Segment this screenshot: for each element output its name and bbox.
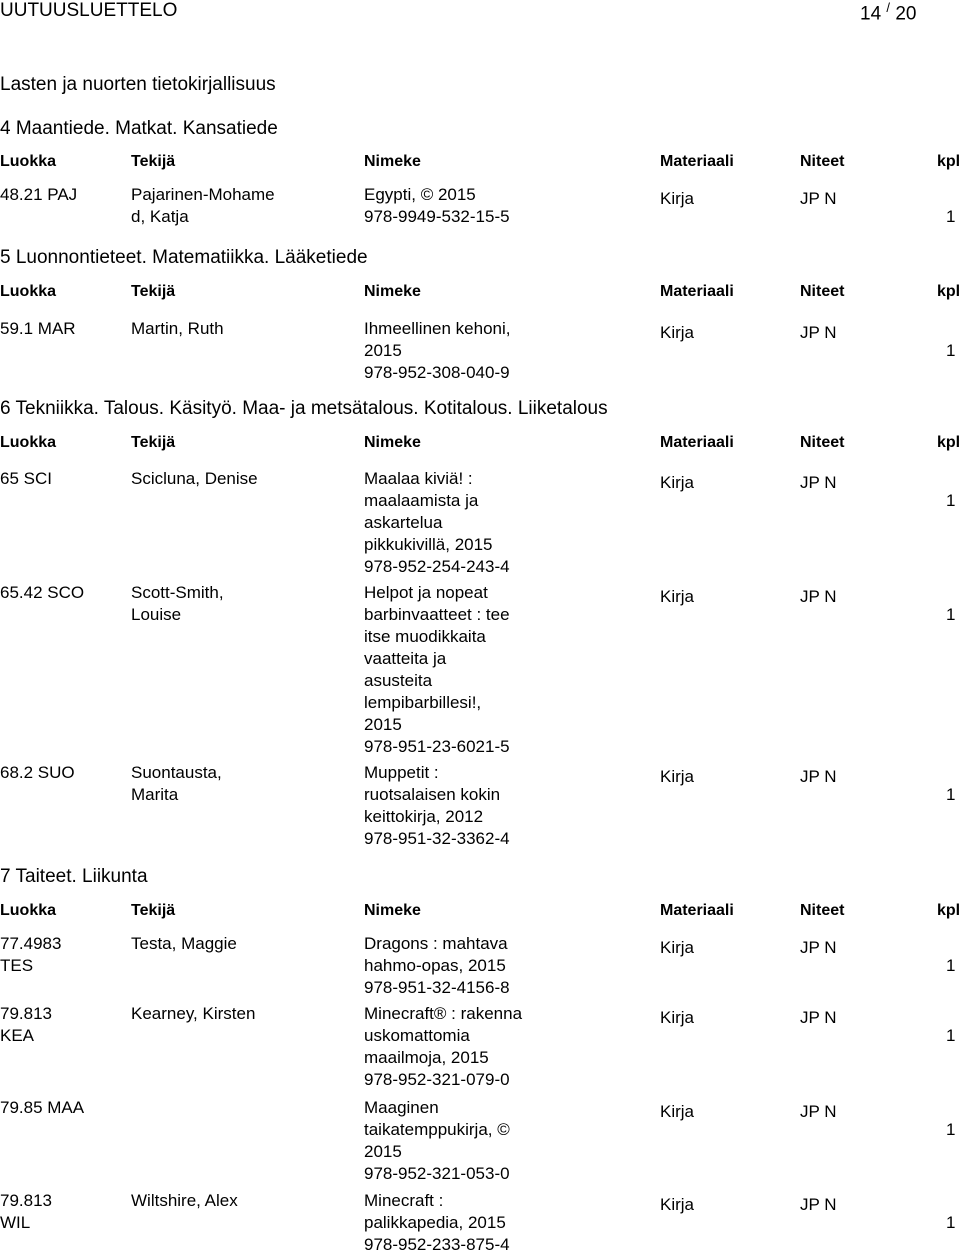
column-header: Niteet xyxy=(800,434,845,451)
section-heading: 6 Tekniikka. Talous. Käsityö. Maa- ja metsätalous. Kotitalous. Liiketalous xyxy=(0,398,608,419)
row-title: Helpot ja nopeat barbinvaatteet : tee itse muodikkaita vaatteita ja asusteita lempibarbillesi!, 2015 978-951-23-6021-5 xyxy=(364,583,510,756)
row-quantity: 1 xyxy=(946,785,956,804)
column-header: Materiaali xyxy=(660,283,734,300)
row-material: Kirja xyxy=(660,1195,695,1214)
row-title: Minecraft : palikkapedia, 2015 978-952-233-875-4 xyxy=(364,1191,510,1254)
page-total: 20 xyxy=(895,3,917,25)
row-call-number: 79.85 MAA xyxy=(0,1098,85,1117)
row-author: Pajarinen-Mohame d, Katja xyxy=(131,185,275,226)
row-author: Martin, Ruth xyxy=(131,319,224,338)
row-quantity: 1 xyxy=(946,491,956,510)
row-author: Kearney, Kirsten xyxy=(131,1004,256,1023)
row-material: Kirja xyxy=(660,1008,695,1027)
page-separator: / xyxy=(886,0,891,15)
row-call-number: 65 SCI xyxy=(0,469,52,488)
row-call-number: 59.1 MAR xyxy=(0,319,76,338)
row-quantity: 1 xyxy=(946,956,956,975)
row-author: Suontausta, Marita xyxy=(131,763,222,804)
column-header: Materiaali xyxy=(660,153,734,170)
column-header: Materiaali xyxy=(660,902,734,919)
row-material: Kirja xyxy=(660,938,695,957)
row-material: Kirja xyxy=(660,767,695,786)
column-header: kpl xyxy=(937,434,960,451)
row-call-number: 65.42 SCO xyxy=(0,583,85,602)
page-number xyxy=(860,0,916,25)
row-call-number: 77.4983 TES xyxy=(0,934,62,975)
column-header: Materiaali xyxy=(660,434,734,451)
row-material: Kirja xyxy=(660,323,695,342)
row-quantity: 1 xyxy=(946,1026,956,1045)
column-header: Tekijä xyxy=(131,153,176,170)
column-header: kpl xyxy=(937,153,960,170)
column-header: Tekijä xyxy=(131,902,176,919)
row-call-number: 79.813 KEA xyxy=(0,1004,52,1045)
row-author: Scicluna, Denise xyxy=(131,469,258,488)
row-author: Scott-Smith, Louise xyxy=(131,583,224,624)
column-header: Nimeke xyxy=(364,153,421,170)
column-header: Niteet xyxy=(800,902,845,919)
row-quantity: 1 xyxy=(946,341,956,360)
section-heading: 5 Luonnontieteet. Matematiikka. Lääketiede xyxy=(0,247,368,268)
column-header: Nimeke xyxy=(364,283,421,300)
row-quantity: 1 xyxy=(946,207,956,226)
row-title: Muppetit : ruotsalaisen kokin keittokirja, 2012 978-951-32-3362-4 xyxy=(364,763,510,848)
page-current: 14 xyxy=(860,3,882,25)
row-material: Kirja xyxy=(660,473,695,492)
row-title: Ihmeellinen kehoni, 2015 978-952-308-040-9 xyxy=(364,319,511,382)
column-header: Tekijä xyxy=(131,434,176,451)
column-header: kpl xyxy=(937,283,960,300)
row-copies: JP N xyxy=(800,323,837,342)
row-title: Egypti, © 2015 978-9949-532-15-5 xyxy=(364,185,510,226)
section-heading: 7 Taiteet. Liikunta xyxy=(0,866,148,887)
row-call-number: 68.2 SUO xyxy=(0,763,75,782)
row-title: Minecraft® : rakenna uskomattomia maailmoja, 2015 978-952-321-079-0 xyxy=(364,1004,523,1089)
row-material: Kirja xyxy=(660,587,695,606)
column-header: Niteet xyxy=(800,153,845,170)
column-header: Luokka xyxy=(0,902,57,919)
section-heading: 4 Maantiede. Matkat. Kansatiede xyxy=(0,118,278,139)
row-material: Kirja xyxy=(660,1102,695,1121)
row-copies: JP N xyxy=(800,473,837,492)
row-title: Maaginen taikatemppukirja, © 2015 978-952-321-053-0 xyxy=(364,1098,510,1183)
column-header: Niteet xyxy=(800,283,845,300)
row-call-number: 48.21 PAJ xyxy=(0,185,78,204)
row-copies: JP N xyxy=(800,767,837,786)
row-material: Kirja xyxy=(660,189,695,208)
row-title: Maalaa kiviä! : maalaamista ja askartelua pikkukivillä, 2015 978-952-254-243-4 xyxy=(364,469,510,576)
category-heading: Lasten ja nuorten tietokirjallisuus xyxy=(0,74,276,95)
row-copies: JP N xyxy=(800,1195,837,1214)
row-quantity: 1 xyxy=(946,1120,956,1139)
column-header: Luokka xyxy=(0,153,57,170)
row-copies: JP N xyxy=(800,1102,837,1121)
row-title: Dragons : mahtava hahmo-opas, 2015 978-951-32-4156-8 xyxy=(364,934,510,997)
row-quantity: 1 xyxy=(946,1213,956,1232)
column-header: kpl xyxy=(937,902,960,919)
row-copies: JP N xyxy=(800,189,837,208)
column-header: Nimeke xyxy=(364,902,421,919)
row-copies: JP N xyxy=(800,1008,837,1027)
row-call-number: 79.813 WIL xyxy=(0,1191,52,1232)
column-header: Luokka xyxy=(0,434,57,451)
row-copies: JP N xyxy=(800,938,837,957)
column-header: Nimeke xyxy=(364,434,421,451)
row-author: Wiltshire, Alex xyxy=(131,1191,238,1210)
row-copies: JP N xyxy=(800,587,837,606)
column-header: Tekijä xyxy=(131,283,176,300)
row-quantity: 1 xyxy=(946,605,956,624)
column-header: Luokka xyxy=(0,283,57,300)
catalog-title: UUTUUSLUETTELO xyxy=(0,0,178,21)
row-author: Testa, Maggie xyxy=(131,934,237,953)
